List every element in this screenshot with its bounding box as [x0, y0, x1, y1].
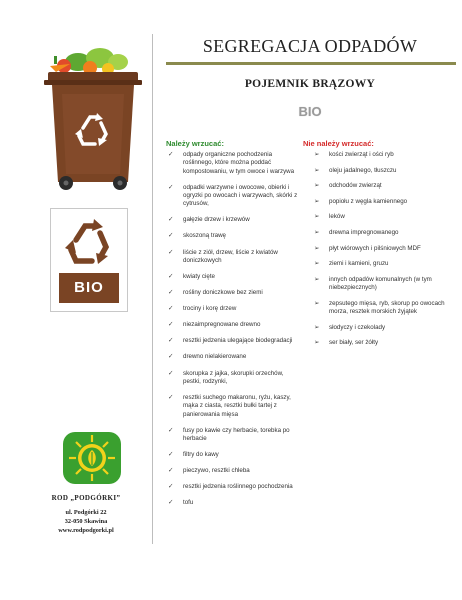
- list-item: [168, 427, 298, 444]
- list-item-text: ziemi i kamieni, gruzu: [329, 260, 389, 268]
- list-item: [168, 249, 298, 266]
- bio-card: [50, 208, 128, 312]
- list-item-text: słodyczy i czekolady: [329, 323, 386, 331]
- list-item-text: skorupka z jajka, skorupki orzechów, pestki, rodzynki,: [183, 369, 284, 385]
- list-item-text: niezaimpregnowane drewno: [183, 321, 261, 329]
- list-item: [314, 260, 454, 268]
- list-item-text: resztki suchego makaronu, ryżu, kaszy, mąka z ciasta, resztki bułki tartej z panierowania mięsa: [183, 393, 291, 418]
- check-icon: ✓: [168, 216, 174, 224]
- rod-logo-icon: [63, 432, 121, 484]
- list-item: [314, 182, 454, 190]
- vegetables-icon: [50, 48, 128, 75]
- list-item: [314, 339, 454, 347]
- list-item-text: filtry do kawy: [183, 450, 219, 458]
- arrow-bullet-icon: ➢: [314, 151, 320, 158]
- list-item-text: płyt wiórowych i pilśniowych MDF: [329, 244, 421, 252]
- arrow-bullet-icon: ➢: [314, 323, 320, 331]
- page-title: SEGREGACJA ODPADÓW: [202, 36, 418, 56]
- list-item-text: pieczywo, resztki chleba: [183, 467, 250, 475]
- list-item-text: kwiaty cięte: [183, 272, 215, 280]
- check-icon: ✓: [168, 393, 174, 401]
- list-item: [168, 451, 298, 459]
- list-item: [314, 300, 454, 317]
- list-item: [314, 213, 454, 221]
- list-item-text: drewno nielakierowane: [183, 353, 247, 361]
- list-item: [168, 370, 298, 387]
- list-item-text: gałęzie drzew i krzewów: [183, 216, 250, 224]
- check-icon: ✓: [168, 483, 174, 491]
- list-item-text: zepsutego mięsa, ryb, skorup po owocach morza, resztek morskich żyjątek: [329, 299, 445, 315]
- list-item: [168, 353, 298, 361]
- sidebar: [0, 0, 152, 600]
- check-icon: ✓: [168, 289, 174, 297]
- arrow-bullet-icon: ➢: [314, 197, 320, 205]
- page-subtitle: POJEMNIK BRĄZOWY: [244, 78, 376, 90]
- list-item-text: popiołu z węgla kamiennego: [329, 197, 408, 205]
- check-icon: ✓: [168, 369, 174, 377]
- list-item: [168, 467, 298, 475]
- list-item-text: fusy po kawie czy herbacie, torebka po herbacie: [183, 426, 290, 442]
- list-item: [168, 216, 298, 224]
- list-item-text: rośliny doniczkowe bez ziemi: [183, 289, 263, 297]
- list-item: [168, 184, 298, 209]
- list-item: [314, 198, 454, 206]
- list-item: [168, 232, 298, 240]
- arrow-bullet-icon: ➢: [314, 228, 320, 236]
- list-item-text: innych odpadów komunalnych (w tym niebezpiecznych): [329, 275, 432, 292]
- arrow-bullet-icon: ➢: [314, 339, 320, 347]
- list-item: [168, 337, 298, 345]
- list-item: [168, 499, 298, 507]
- check-icon: ✓: [168, 183, 174, 191]
- list-item-text: ser biały, ser żółty: [329, 339, 379, 347]
- arrow-bullet-icon: ➢: [314, 182, 320, 190]
- list-item: [314, 324, 454, 332]
- list-item-text: skoszoną trawę: [183, 232, 226, 240]
- arrow-bullet-icon: ➢: [314, 244, 320, 252]
- arrow-bullet-icon: ➢: [314, 275, 320, 283]
- allowed-heading: Należy wrzucać:: [166, 139, 224, 148]
- title-rule: [166, 62, 456, 65]
- list-item: [168, 151, 298, 176]
- organization-info: [20, 494, 152, 535]
- list-item-text: tofu: [183, 499, 194, 507]
- list-item: [168, 483, 298, 491]
- list-item: [314, 276, 454, 293]
- arrow-bullet-icon: ➢: [314, 299, 320, 307]
- list-item: [168, 321, 298, 329]
- check-icon: ✓: [168, 232, 174, 240]
- list-item: [168, 394, 298, 419]
- organization-name: ROD „PODGÓRKI”: [51, 494, 121, 502]
- check-icon: ✓: [168, 151, 174, 158]
- list-item-text: drewna impregnowanego: [329, 228, 399, 236]
- list-item: [168, 289, 298, 297]
- list-item-text: kości zwierząt i ości ryb: [329, 151, 394, 158]
- list-item-text: resztki jedzenia ulegające biodegradacji: [183, 337, 293, 345]
- list-item: [314, 167, 454, 175]
- vertical-divider: [152, 34, 153, 544]
- list-item-text: liście z ziół, drzew, liście z kwiatów doniczkowych: [183, 248, 278, 264]
- forbidden-list: [314, 151, 454, 355]
- brown-bin-icon: [40, 42, 145, 192]
- list-item: [168, 273, 298, 281]
- check-icon: ✓: [168, 426, 174, 434]
- check-icon: ✓: [168, 450, 174, 458]
- check-icon: ✓: [168, 272, 174, 280]
- bio-card-label: BIO: [59, 273, 119, 303]
- check-icon: ✓: [168, 353, 174, 361]
- check-icon: ✓: [168, 337, 174, 345]
- list-item-text: odpady organiczne pochodzenia roślinnego, które można poddać kompostowaniu, w tym owoce i warzywa: [183, 151, 295, 175]
- recycle-icon: [51, 213, 127, 275]
- check-icon: ✓: [168, 248, 174, 256]
- arrow-bullet-icon: ➢: [314, 166, 320, 174]
- list-item: [314, 151, 454, 159]
- organization-city: 32-050 Skawina: [64, 518, 108, 525]
- check-icon: ✓: [168, 467, 174, 475]
- list-item-text: odchodów zwierząt: [329, 182, 382, 190]
- list-item-text: trociny i korę drzew: [183, 305, 237, 313]
- allowed-list: [168, 151, 298, 515]
- list-item: [168, 305, 298, 313]
- list-item-text: resztki jedzenia roślinnego pochodzenia: [183, 483, 293, 491]
- organization-street: ul. Podgórki 22: [65, 509, 107, 516]
- list-item-text: leków: [329, 213, 345, 221]
- check-icon: ✓: [168, 499, 174, 507]
- organization-website: www.rodpodgorki.pl: [58, 527, 114, 534]
- category-label: BIO: [298, 104, 322, 119]
- arrow-bullet-icon: ➢: [314, 213, 320, 221]
- list-item: [314, 245, 454, 253]
- list-item-text: odpadki warzywne i owocowe, obierki i ogryzki po owocach i warzywach, skórki z cytrusów,: [183, 183, 298, 208]
- arrow-bullet-icon: ➢: [314, 260, 320, 268]
- list-item: [314, 229, 454, 237]
- check-icon: ✓: [168, 305, 174, 313]
- check-icon: ✓: [168, 321, 174, 329]
- forbidden-heading: Nie należy wrzucać:: [303, 139, 374, 148]
- list-item-text: oleju jadalnego, tłuszczu: [329, 166, 397, 174]
